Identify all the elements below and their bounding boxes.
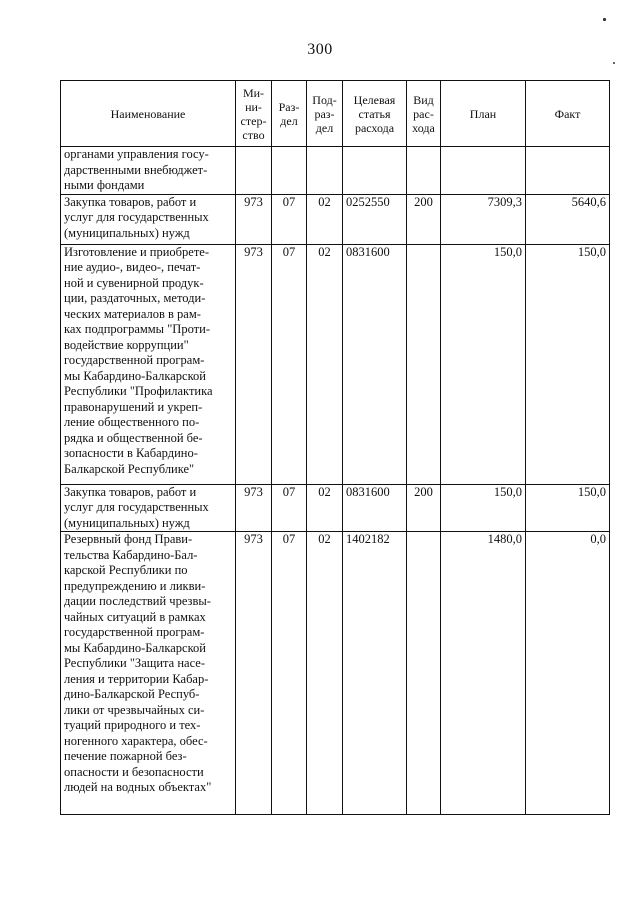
text-line: Балкарской Республике" <box>64 461 195 476</box>
text-line: рас- <box>413 106 434 121</box>
row-ministry: 973 <box>236 244 272 484</box>
header-name: Наименование <box>61 81 236 147</box>
row-subsection: 02 <box>307 532 343 815</box>
row-target: 0252550 <box>343 194 407 244</box>
row-subsection: 02 <box>307 244 343 484</box>
text-line: ние аудио-, видео-, печат- <box>64 260 201 274</box>
text-line: туаций природного и тех- <box>64 718 201 732</box>
row-target: 0831600 <box>343 484 407 532</box>
text-line: дел <box>315 120 334 135</box>
text-line: ной и сувенирной продук- <box>64 275 204 290</box>
row-plan: 150,0 <box>441 484 526 532</box>
table-row <box>61 484 610 532</box>
row-type <box>407 147 441 195</box>
page-number: 300 <box>307 41 333 58</box>
text-line: ни- <box>245 99 262 114</box>
row-type: 200 <box>407 194 441 244</box>
row-ministry: 973 <box>236 484 272 532</box>
row-section: 07 <box>272 244 307 484</box>
row-fact: 150,0 <box>526 484 610 532</box>
row-ministry: 973 <box>236 194 272 244</box>
text-line: тельства Кабардино-Бал- <box>64 547 198 562</box>
text-line: государственной програм- <box>64 353 205 367</box>
text-line: статья <box>358 106 391 121</box>
header-fact: Факт <box>526 81 610 147</box>
table-row <box>61 532 610 815</box>
row-target <box>343 147 407 195</box>
text-line: ках подпрограммы "Проти- <box>64 322 210 336</box>
row-fact: 0,0 <box>526 532 610 815</box>
table-row <box>61 147 610 195</box>
text-line: ство <box>242 127 265 142</box>
text-line: ными фондами <box>64 178 145 192</box>
text-line: Под- <box>312 92 337 107</box>
row-name <box>61 532 236 815</box>
text-line: Вид <box>413 92 434 107</box>
row-plan: 150,0 <box>441 244 526 484</box>
text-line: хода <box>412 120 435 135</box>
row-name <box>61 147 236 195</box>
text-line: (муниципальных) нужд <box>64 225 190 240</box>
row-ministry <box>236 147 272 195</box>
text-line: ногенного характера, обес- <box>64 733 208 748</box>
scan-speck <box>613 62 615 64</box>
text-line: стер- <box>240 113 267 128</box>
text-line: Раз- <box>278 99 300 114</box>
text-line: лики от чрезвычайных си- <box>64 702 205 717</box>
text-line: Закупка товаров, работ и <box>64 194 197 209</box>
row-target: 0831600 <box>343 244 407 484</box>
text-line: Республики "Защита насе- <box>64 656 205 670</box>
table-row <box>61 194 610 244</box>
text-line: раз- <box>314 106 335 121</box>
text-line: Ми- <box>242 85 265 100</box>
text-line: услуг для государственных <box>64 500 209 514</box>
text-line: опасности и безопасности <box>64 764 204 779</box>
row-name <box>61 484 236 532</box>
text-line: дел <box>280 113 298 128</box>
row-section <box>272 147 307 195</box>
row-type: 200 <box>407 484 441 532</box>
row-name <box>61 194 236 244</box>
row-type <box>407 244 441 484</box>
header-expense-type <box>407 81 441 147</box>
text-line: ления и территории Кабар- <box>64 671 209 686</box>
text-line: карской Республики по <box>64 563 188 577</box>
scan-speck <box>603 18 606 21</box>
text-line: дации последствий чрезвы- <box>64 594 211 608</box>
header-target-article <box>343 81 407 147</box>
budget-table <box>60 80 610 815</box>
header-subsection <box>307 81 343 147</box>
row-target: 1402182 <box>343 532 407 815</box>
text-line: зопасности в Кабардино- <box>64 446 198 460</box>
row-section: 07 <box>272 532 307 815</box>
text-line: ции, раздаточных, методи- <box>64 291 206 305</box>
text-line: Изготовление и приобрете- <box>64 244 210 259</box>
row-ministry: 973 <box>236 532 272 815</box>
text-line: людей на водных объектах" <box>64 780 212 794</box>
text-line: печение пожарной без- <box>64 749 187 763</box>
table-header-row <box>61 81 610 147</box>
header-plan: План <box>441 81 526 147</box>
text-line: органами управления госу- <box>64 147 209 161</box>
text-line: водействие коррупции" <box>64 337 189 352</box>
text-line: ление общественного по- <box>64 415 200 429</box>
row-name <box>61 244 236 484</box>
text-line: дино-Балкарской Респуб- <box>64 687 200 701</box>
row-subsection <box>307 147 343 195</box>
text-line: правонарушений и укреп- <box>64 399 203 414</box>
row-section: 07 <box>272 484 307 532</box>
text-line: ческих материалов в рам- <box>64 306 201 321</box>
text-line: Закупка товаров, работ и <box>64 484 197 499</box>
text-line: дарственными внебюджет- <box>64 162 208 177</box>
header-ministry <box>236 81 272 147</box>
text-line: расхода <box>354 120 395 135</box>
text-line: (муниципальных) нужд <box>64 515 190 530</box>
text-line: Резервный фонд Прави- <box>64 532 193 546</box>
header-section <box>272 81 307 147</box>
text-line: Целевая <box>353 92 396 107</box>
text-line: мы Кабардино-Балкарской <box>64 640 206 655</box>
row-plan: 7309,3 <box>441 194 526 244</box>
table-row <box>61 244 610 484</box>
row-type <box>407 532 441 815</box>
row-fact: 5640,6 <box>526 194 610 244</box>
row-subsection: 02 <box>307 484 343 532</box>
row-section: 07 <box>272 194 307 244</box>
row-plan <box>441 147 526 195</box>
text-line: государственной програм- <box>64 625 205 639</box>
text-line: услуг для государственных <box>64 210 209 224</box>
text-line: Республики "Профилактика <box>64 384 213 398</box>
text-line: рядка и общественной бе- <box>64 430 203 445</box>
row-fact: 150,0 <box>526 244 610 484</box>
row-plan: 1480,0 <box>441 532 526 815</box>
text-line: чайных ситуаций в рамках <box>64 609 206 624</box>
text-line: предупреждению и ликви- <box>64 578 206 593</box>
row-fact <box>526 147 610 195</box>
text-line: мы Кабардино-Балкарской <box>64 368 206 383</box>
row-subsection: 02 <box>307 194 343 244</box>
